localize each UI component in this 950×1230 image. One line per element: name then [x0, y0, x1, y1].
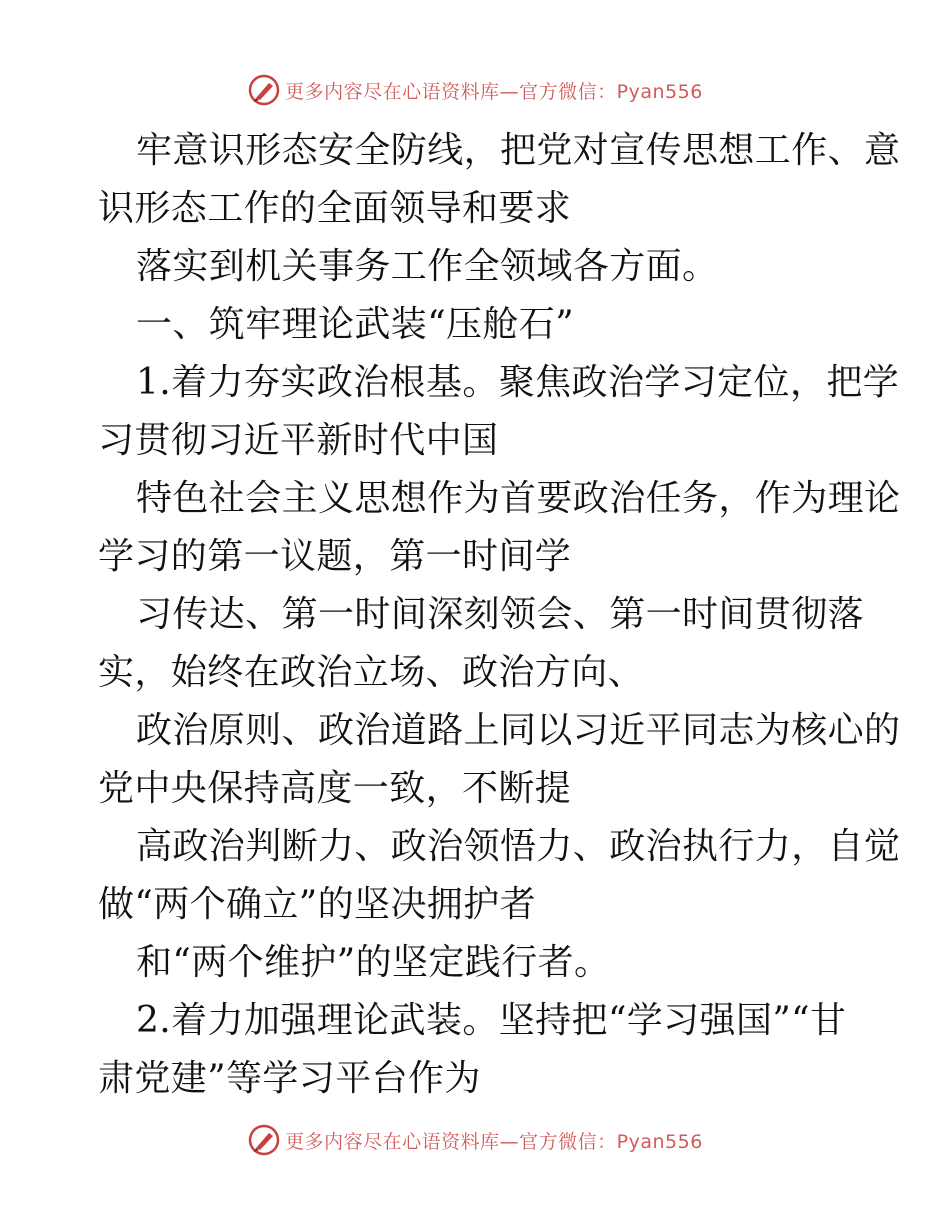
text-line: 习贯彻习近平新时代中国: [98, 420, 499, 461]
footer-banner: [0, 1120, 950, 1160]
text-line: 党中央保持高度一致，不断提: [98, 768, 572, 809]
text-line: 学习的第一议题，第一时间学: [98, 536, 572, 577]
pen-logo-icon: [247, 1123, 281, 1157]
document-body: [98, 122, 901, 1108]
text-line: 识形态工作的全面领导和要求: [98, 188, 572, 229]
footer-text: 更多内容尽在心语资料库—官方微信：Pyan556: [285, 1130, 703, 1153]
text-line: 落实到机关事务工作全领域各方面。: [136, 246, 719, 287]
text-line: 政治原则、政治道路上同以习近平同志为核心的: [136, 710, 901, 751]
text-line: 2.着力加强理论武装。坚持把“学习强国”“甘: [136, 1000, 847, 1041]
header-text: 更多内容尽在心语资料库—官方微信：Pyan556: [285, 80, 703, 103]
text-line: 肃党建”等学习平台作为: [98, 1058, 481, 1099]
text-line: 实，始终在政治立场、政治方向、: [98, 652, 645, 693]
section-heading: 一、筑牢理论武装“压舱石”: [136, 304, 575, 345]
text-line: 牢意识形态安全防线，把党对宣传思想工作、意: [136, 130, 901, 171]
pen-logo-icon: [247, 73, 281, 107]
text-line: 高政治判断力、政治领悟力、政治执行力，自觉: [136, 826, 901, 867]
header-banner: [0, 70, 950, 110]
text-line: 做“两个确立”的坚决拥护者: [98, 884, 537, 925]
text-line: 1.着力夯实政治根基。聚焦政治学习定位，把学: [136, 362, 900, 403]
text-line: 特色社会主义思想作为首要政治任务，作为理论: [136, 478, 901, 519]
text-line: 习传达、第一时间深刻领会、第一时间贯彻落: [136, 594, 865, 635]
text-line: 和“两个维护”的坚定践行者。: [136, 942, 611, 983]
